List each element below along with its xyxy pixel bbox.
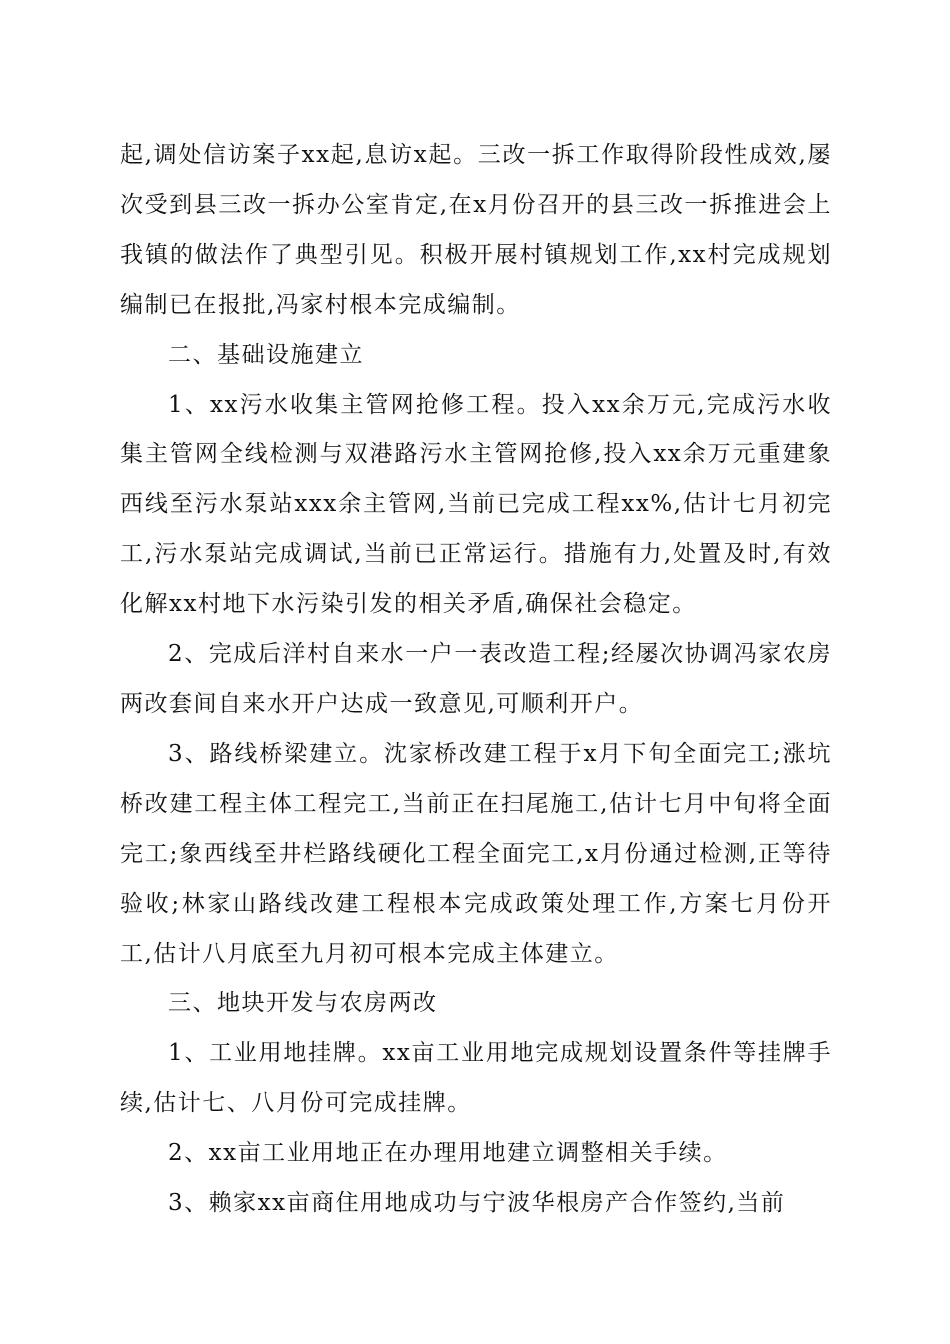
paragraph-water-meter: 2、完成后洋村自来水一户一表改造工程;经屡次协调冯家农房两改套间自来水开户达成一致意见,可顺利开户。: [120, 641, 832, 717]
section-heading-infrastructure: 二、基础设施建立: [168, 341, 364, 368]
paragraph-industrial-land-adjustment: 2、xx亩工业用地正在办理用地建立调整相关手续。: [168, 1140, 728, 1167]
paragraph-roads-bridges: 3、路线桥梁建立。沈家桥改建工程于x月下旬全面完工;涨坑桥改建工程主体工程完工,当前正在扫尾施工,估计七月中旬将全面完工;象西线至井栏路线硬化工程全面完工,x月份通过检测,正等待验收;林家山路线改建工程根本完成政策处理工作,方案七月份开工,估计八月底至九月初可根本完成主体建立。: [120, 740, 832, 967]
paragraph-continuation: 起,调处信访案子xx起,息访x起。三改一拆工作取得阶段性成效,屡次受到县三改一拆办公室肯定,在x月份召开的县三改一拆推进会上我镇的做法作了典型引见。积极开展村镇规划工作,xx村完成规划编制已在报批,冯家村根本完成编制。: [120, 142, 832, 318]
paragraph-industrial-land-listing: 1、工业用地挂牌。xx亩工业用地完成规划设置条件等挂牌手续,估计七、八月份可完成挂牌。: [120, 1040, 832, 1117]
document-page: [120, 131, 832, 1229]
paragraph-residential-land: 3、赖家xx亩商住用地成功与宁波华根房产合作签约,当前: [168, 1190, 786, 1217]
section-heading-land-development: 三、地块开发与农房两改: [168, 990, 438, 1017]
paragraph-sewage-project: 1、xx污水收集主管网抢修工程。投入xx余万元,完成污水收集主管网全线检测与双港路污水主管网抢修,投入xx余万元重建象西线至污水泵站xxx余主管网,当前已完成工程xx%,估计七月初完工,污水泵站完成调试,当前已正常运行。措施有力,处置及时,有效化解xx村地下水污染引发的相关矛盾,确保社会稳定。: [120, 391, 832, 618]
